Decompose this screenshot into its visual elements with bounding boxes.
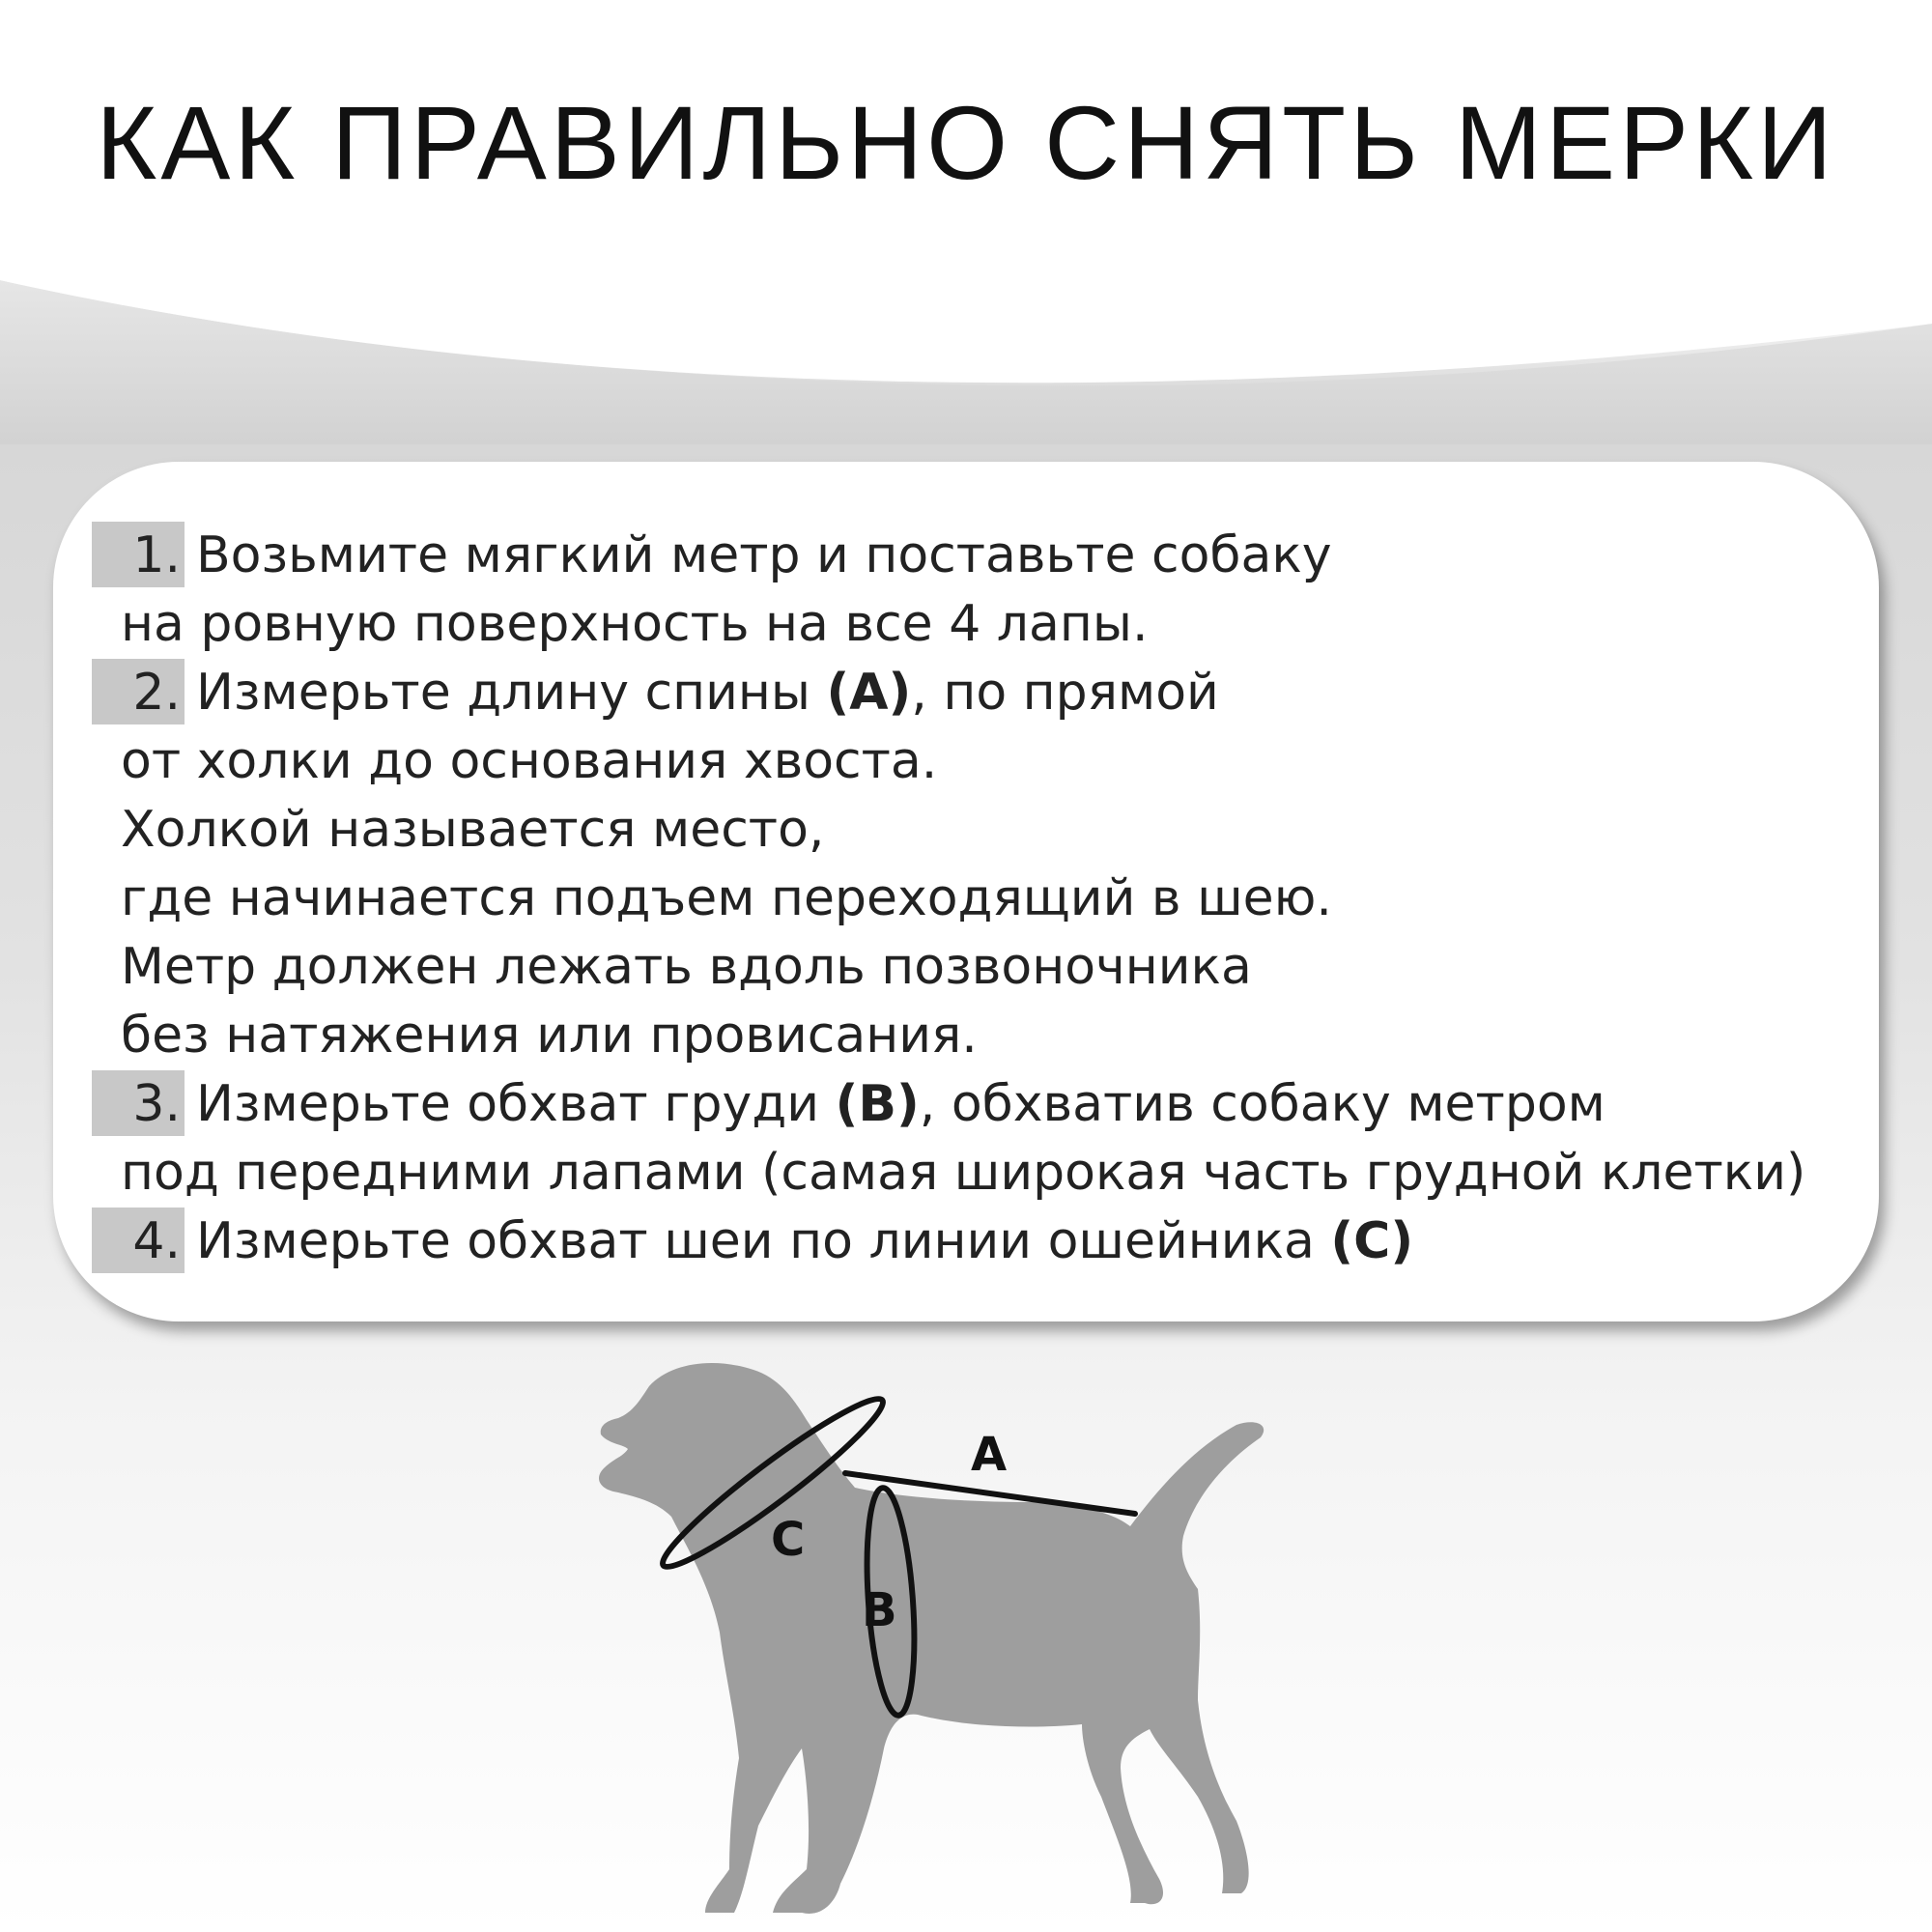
page-title: КАК ПРАВИЛЬНО СНЯТЬ МЕРКИ: [96, 84, 1836, 201]
label-a: A: [971, 1428, 1008, 1482]
step-2-line-2: от холки до основания хвоста.: [121, 732, 938, 790]
label-c: C: [771, 1513, 806, 1567]
step-2-line-3: Холкой называется место,: [121, 801, 825, 859]
measure-b-label: (В): [835, 1075, 920, 1133]
step-1-line-1: 1. Возьмите мягкий метр и поставьте собаку: [92, 522, 1908, 590]
dog-diagram: [580, 1343, 1314, 1932]
step-2-line-1: 2. Измерьте длину спины (А), по прямой: [92, 659, 1908, 727]
step-3-line-2: под передними лапами (самая широкая часть грудной клетки): [121, 1144, 1806, 1202]
step-1-line-2: на ровную поверхность на все 4 лапы.: [121, 595, 1149, 653]
dog-silhouette-icon: [599, 1363, 1264, 1914]
step-2-line-5: Метр должен лежать вдоль позвоночника: [121, 938, 1252, 996]
step-4-line-1: 4. Измерьте обхват шеи по линии ошейника (С): [92, 1208, 1908, 1276]
header-curve: [0, 0, 1932, 444]
step-3-line-1: 3. Измерьте обхват груди (В), обхватив собаку метром: [92, 1070, 1908, 1139]
step-number-4: 4.: [92, 1208, 185, 1273]
step-number-2: 2.: [92, 659, 185, 724]
step-number-1: 1.: [92, 522, 185, 587]
instructions-list: [92, 522, 1908, 1276]
measure-c-label: (С): [1330, 1212, 1414, 1270]
step-2-line-6: без натяжения или провисания.: [121, 1007, 978, 1065]
step-2-line-4: где начинается подъем переходящий в шею.: [121, 869, 1332, 927]
step-number-3: 3.: [92, 1070, 185, 1136]
label-b: B: [862, 1583, 897, 1637]
measure-a-label: (А): [826, 664, 912, 722]
